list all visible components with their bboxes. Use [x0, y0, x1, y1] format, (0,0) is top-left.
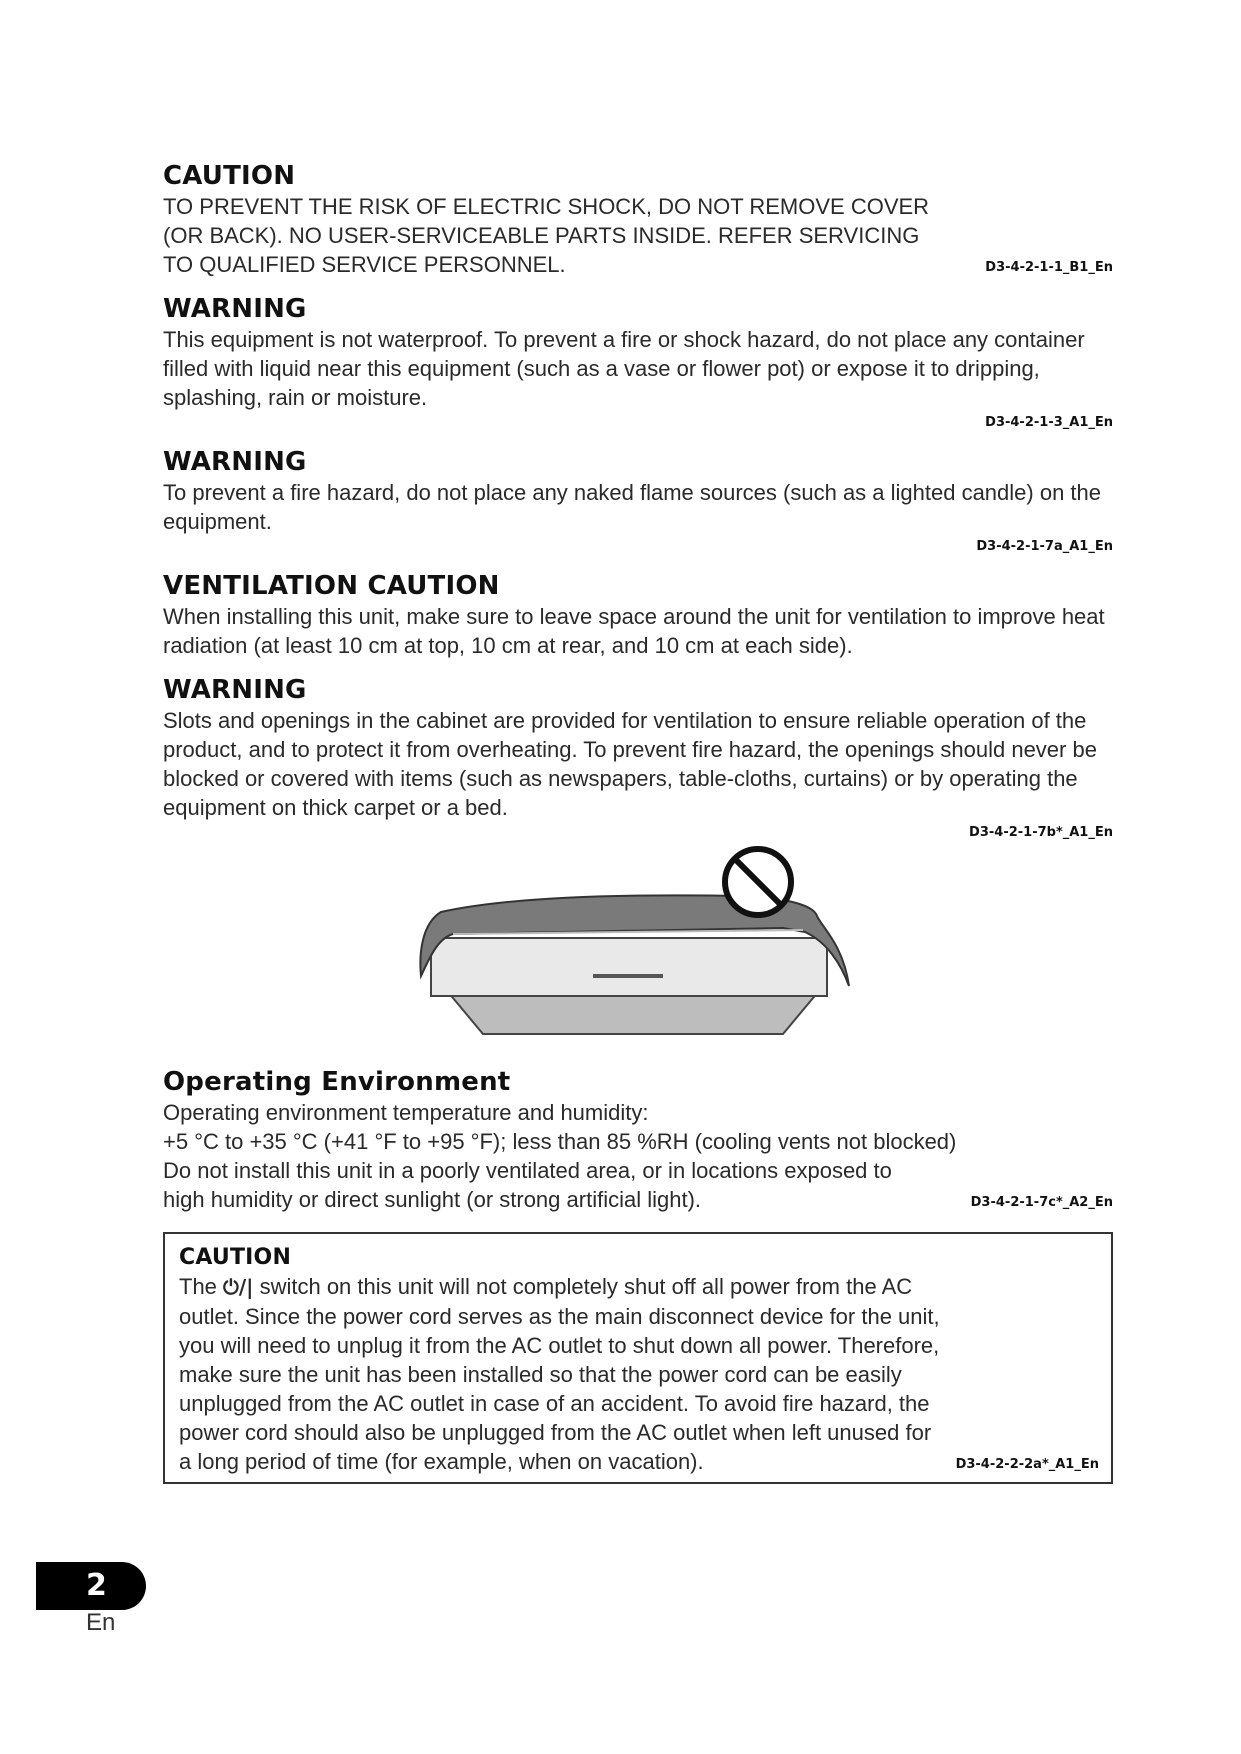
section-title: VENTILATION CAUTION [163, 571, 500, 601]
box-body-pre: The [179, 1274, 224, 1299]
section-body: Slots and openings in the cabinet are provided for ventilation to ensure reliable operation of the product, and to protect it from overheating. To prevent fire hazard, the openings should never be blocked or covered with items (such as newspapers, table-cloths, curtains) or by operating the equipment on thick carpet or a bed. [163, 708, 1097, 820]
section-title: Operating Environment [163, 1067, 511, 1097]
warning-section-flame [163, 446, 1113, 556]
covered-unit-drawing [403, 846, 863, 1056]
covered-unit-illustration [163, 846, 1113, 1056]
reference-code: D3-4-2-1-7c*_A2_En [970, 1195, 1113, 1210]
section-title: WARNING [163, 675, 307, 705]
section-body: When installing this unit, make sure to leave space around the unit for ventilation to improve heat radiation (at least 10 cm at top, 10 cm at rear, and 10 cm at each side). [163, 604, 1105, 658]
document-body [163, 160, 1113, 1498]
power-caution-box [163, 1232, 1113, 1484]
section-body: To prevent a fire hazard, do not place any naked flame sources (such as a lighted candle) on the equipment. [163, 480, 1102, 534]
reference-code: D3-4-2-1-7b*_A1_En [969, 825, 1113, 840]
unit-body [431, 938, 827, 996]
caution-section [163, 160, 1113, 279]
section-body: TO PREVENT THE RISK OF ELECTRIC SHOCK, DO NOT REMOVE COVER (OR BACK). NO USER-SERVICEABLE PARTS INSIDE. REFER SERVICING TO QUALIFIED SERVICE PERSONNEL. [163, 194, 930, 277]
power-switch-icon: ⏻/| [223, 1275, 254, 1299]
reference-code: D3-4-2-2-2a*_A1_En [955, 1457, 1099, 1472]
reference-code: D3-4-2-1-7a_A1_En [976, 539, 1113, 554]
page-number: 2 [86, 1568, 107, 1603]
operating-line-2: +5 °C to +35 °C (+41 °F to +95 °F); less than 85 %RH (cooling vents not blocked) [163, 1129, 957, 1154]
section-title: WARNING [163, 447, 307, 477]
operating-line-1: Operating environment temperature and humidity: [163, 1100, 649, 1125]
warning-section-water [163, 293, 1113, 432]
box-body-text: switch on this unit will not completely shut off all power from the AC outlet. Since the power cord serves as the main disconnect device for the unit, you will need to unplug it from the AC outlet to shut down all power. Therefore, make sure the unit has been installed so that the power cord can be easily unplugged from the AC outlet in case of an accident. To avoid fire hazard, the power cord should also be unplugged from the AC outlet when left unused for a long period of time (for example, when on vacation). [179, 1274, 940, 1474]
page-language: En [86, 1609, 116, 1636]
section-title: CAUTION [163, 161, 296, 191]
operating-environment-section [163, 1066, 1113, 1214]
ventilation-caution-section [163, 570, 1113, 660]
section-title: WARNING [163, 294, 307, 324]
operating-line-3: Do not install this unit in a poorly ventilated area, or in locations exposed to high humidity or direct sunlight (or strong artificial light). [163, 1158, 892, 1212]
section-body: This equipment is not waterproof. To prevent a fire or shock hazard, do not place any container filled with liquid near this equipment (such as a vase or flower pot) or expose it to dripping, splashing, rain or moisture. [163, 327, 1085, 410]
box-body [179, 1272, 1099, 1476]
box-title: CAUTION [179, 1245, 292, 1270]
reference-code: D3-4-2-1-1_B1_En [985, 260, 1113, 275]
reference-code: D3-4-2-1-3_A1_En [985, 415, 1113, 430]
warning-section-openings [163, 674, 1113, 842]
